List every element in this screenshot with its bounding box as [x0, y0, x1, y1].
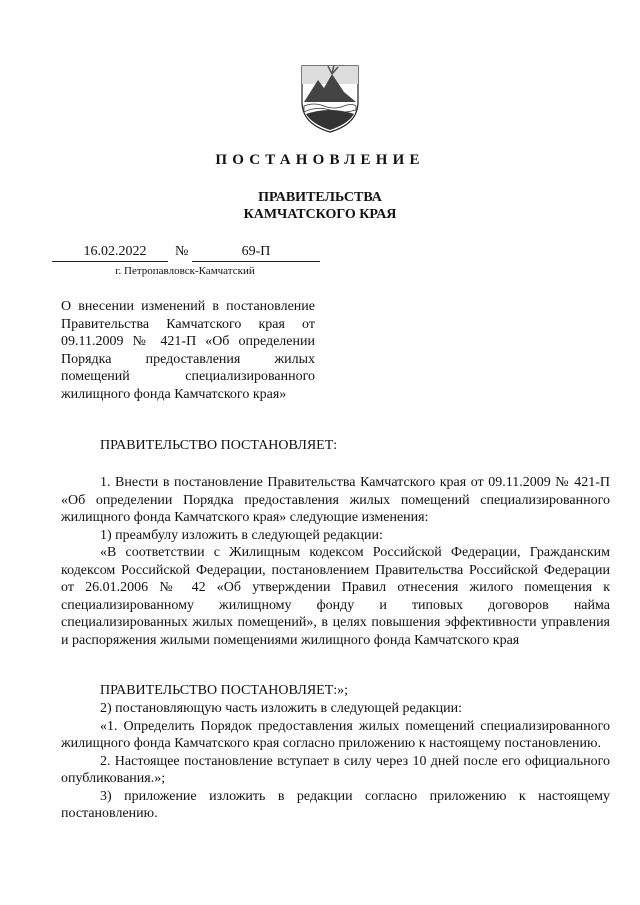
- subject-line: Правительства Камчатского края от: [61, 316, 315, 332]
- document-subject: [61, 298, 315, 403]
- body-part-2: [61, 700, 610, 823]
- paragraph: 3) приложение изложить в редакции согласно приложению к настоящему постановлению.: [61, 788, 610, 821]
- subject-line: помещений специализированного: [61, 369, 315, 384]
- quoted-decree-heading: ПРАВИТЕЛЬСТВО ПОСТАНОВЛЯЕТ:»;: [100, 683, 349, 698]
- number-sign: №: [175, 244, 189, 259]
- paragraph: 1) преамбулу изложить в следующей редакции:: [100, 527, 383, 543]
- date-underline: [52, 261, 168, 262]
- subject-line: О внесении изменений в постановление: [61, 299, 315, 314]
- document-date: 16.02.2022: [83, 244, 147, 259]
- body-part-1: [61, 474, 610, 649]
- subject-line: жилищного фонда Камчатского края»: [61, 386, 287, 402]
- kamchatka-coat-of-arms-icon: [298, 62, 362, 134]
- issuer-line-1: ПРАВИТЕЛЬСТВА: [258, 190, 382, 205]
- issuer-line-2: КАМЧАТСКОГО КРАЯ: [243, 207, 397, 222]
- issue-city: г. Петропавловск-Камчатский: [115, 265, 255, 277]
- document-title: ПОСТАНОВЛЕНИЕ: [215, 152, 425, 168]
- issuer: [0, 189, 640, 223]
- paragraph: 2. Настоящее постановление вступает в силу через 10 дней после его официального опубликования.»;: [61, 753, 610, 786]
- paragraph: «В соответствии с Жилищным кодексом Российской Федерации, Гражданским кодексом Российской Федерации, постановлением Правительства Российской Федерации от 26.01.2006 № 42 «Об утверждении Правил отнесения жилого помещения к специализированному жилищному фонду и типовых договоров найма специализированных жилых помещений», в целях повышения эффективности управления и распоряжения жилыми помещениями жилищного фонда Камчатского края: [61, 545, 610, 648]
- subject-line: Порядка предоставления жилых: [61, 351, 315, 367]
- number-underline: [192, 261, 320, 262]
- paragraph: 2) постановляющую часть изложить в следующей редакции:: [100, 701, 463, 716]
- paragraph: «1. Определить Порядок предоставления жилых помещений специализированного жилищного фонда Камчатского края согласно приложению к настоящему постановлению.: [61, 718, 610, 751]
- subject-line: 09.11.2009 № 421-П «Об определении: [61, 334, 315, 349]
- document-number: 69-П: [241, 244, 271, 259]
- paragraph: 1. Внести в постановление Правительства Камчатского края от 09.11.2009 № 421-П «Об определении Порядка предоставления жилых помещений специализированного жилищного фонда Камчатского края» следующие изменения:: [61, 475, 610, 525]
- decree-heading: ПРАВИТЕЛЬСТВО ПОСТАНОВЛЯЕТ:: [100, 438, 338, 453]
